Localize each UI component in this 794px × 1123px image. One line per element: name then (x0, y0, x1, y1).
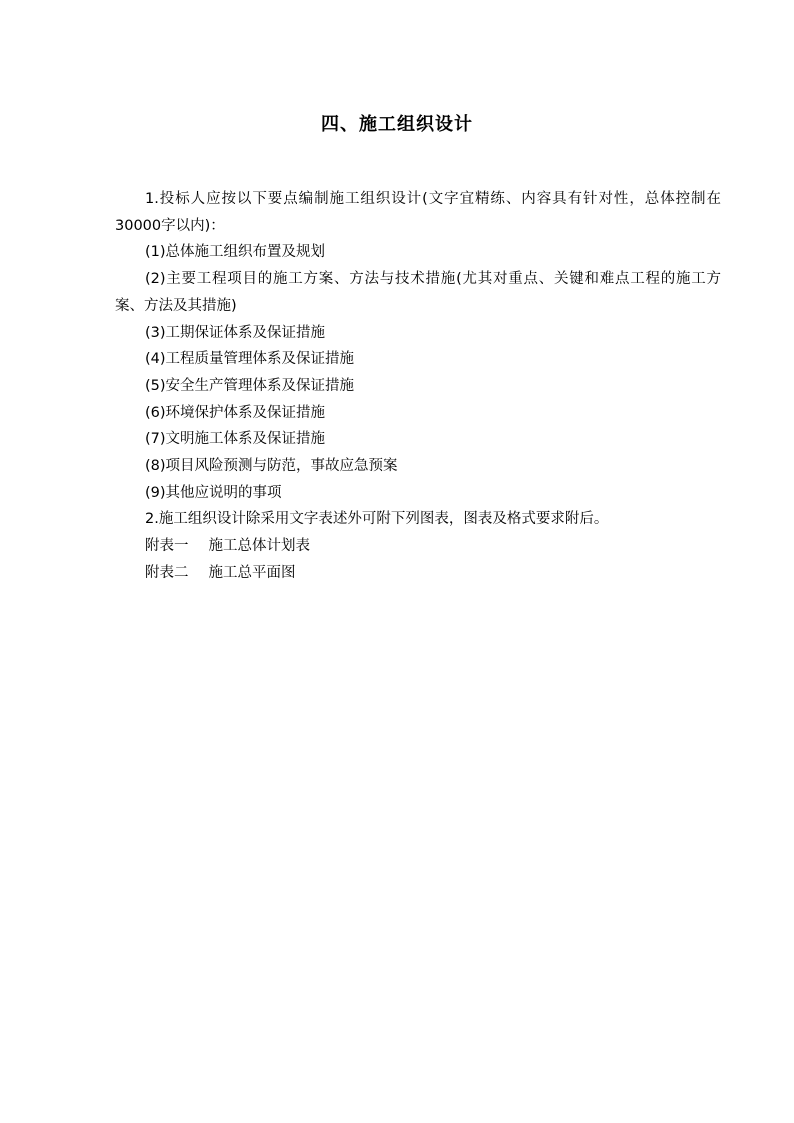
appendix-name: 施工总体计划表 (208, 538, 310, 555)
document-body (115, 186, 721, 587)
appendix-item (115, 560, 721, 587)
list-item: (6)环境保护体系及保证措施 (145, 404, 326, 421)
list-item: (7)文明施工体系及保证措施 (145, 431, 326, 448)
appendix-label: 附表二 (145, 564, 189, 581)
appendix-label: 附表一 (145, 538, 189, 555)
list-item: (3)工期保证体系及保证措施 (145, 324, 326, 341)
intro-paragraph: 1.投标人应按以下要点编制施工组织设计(文字宜精练、内容具有针对性，总体控制在30000字以内)： (115, 191, 721, 234)
appendix-item (115, 533, 721, 560)
list-item: (4)工程质量管理体系及保证措施 (145, 351, 355, 368)
page-title: 四、施工组织设计 (321, 114, 473, 135)
list-item: (9)其他应说明的事项 (145, 484, 282, 501)
list-item: (2)主要工程项目的施工方案、方法与技术措施(尤其对重点、关键和难点工程的施工方案、方法及其措施) (115, 271, 721, 314)
note-paragraph: 2.施工组织设计除采用文字表述外可附下列图表，图表及格式要求附后。 (145, 511, 609, 528)
list-item: (1)总体施工组织布置及规划 (145, 244, 326, 261)
list-item: (5)安全生产管理体系及保证措施 (145, 377, 355, 394)
appendix-name: 施工总平面图 (208, 564, 296, 581)
list-item: (8)项目风险预测与防范，事故应急预案 (145, 458, 398, 475)
